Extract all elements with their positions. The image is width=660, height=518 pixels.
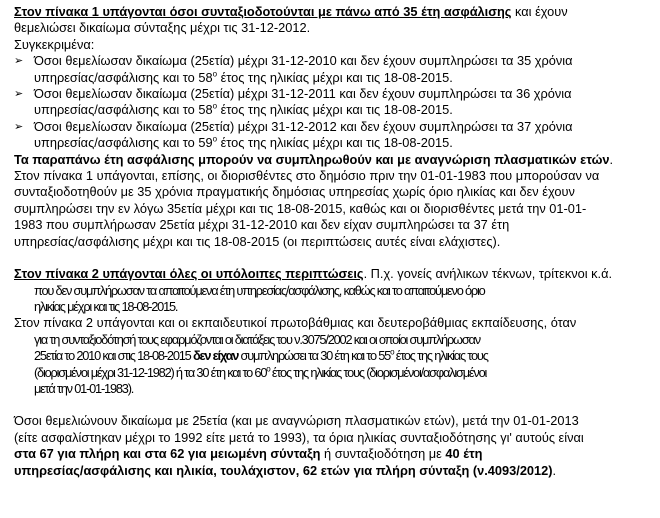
line: που δεν συμπλήρωσαν τα απαιτούμενα έτη υπηρεσίας/ασφάλισης, καθώς και το απαιτούμενο όριο: [34, 282, 485, 298]
superscript: ο: [212, 102, 218, 112]
paragraph-table-2: [14, 266, 646, 397]
text: έτος της ηλικίας μέχρι και τις 18-08-2015.: [217, 135, 453, 151]
line: [14, 4, 646, 20]
heading-table-1: Στον πίνακα 1 υπάγονται όσοι συνταξιοδοτούνται με πάνω από 35 έτη ασφάλισης: [14, 4, 512, 19]
text: έτος της ηλικίας τους (διορισμένοι/ασφαλισμένοι: [269, 364, 487, 380]
text: υπηρεσίας/ασφάλισης και το 58: [34, 69, 213, 85]
line: για τη συνταξιοδότησή τους εφαρμόζονται οι διατάξεις του ν.3075/2002 και οι οποίοι συμπλήρωσαν: [34, 331, 480, 347]
text: .: [552, 462, 557, 478]
arrow-bullet-icon: ➢: [14, 55, 24, 68]
line: μετά την 01-01-1983).: [34, 380, 134, 396]
line: (είτε ασφαλίστηκαν μέχρι το 1992 είτε μετά το 1993), τα όρια ηλικίας συνταξιοδότησης γι' αυτούς είναι: [14, 429, 584, 445]
line: συμπληρώσει την εν λόγω 35ετία μέχρι και τις 18-08-2015, καθώς και οι διορισθέντες μετά την 01-01-: [14, 200, 587, 216]
line: υπηρεσίας/ασφάλισης μέχρι και τις 18-08-2015 (οι περιπτώσεις αυτές είναι ελάχιστες).: [14, 233, 501, 249]
bold-statement: Τα παραπάνω έτη ασφάλισης μπορούν να συμπληρωθούν και με αναγνώριση πλασματικών ετών: [14, 151, 610, 167]
text: έτος της ηλικίας μέχρι και τις 18-08-2015.: [217, 69, 453, 85]
bullet-list: [14, 53, 646, 151]
list-item: [14, 119, 646, 152]
text: έτος της ηλικίας μέχρι και τις 18-08-2015.: [217, 102, 453, 118]
text: ή συνταξιοδότηση με: [320, 446, 446, 462]
bold-text: δεν είχαν: [192, 348, 239, 364]
line: [14, 266, 646, 282]
line: 1983 που συμπλήρωσαν 25ετία μέχρι 31-12-2010 και δεν είχαν συμπληρώσει τα 37 έτη: [14, 217, 510, 233]
text: 25ετία το 2010 και στις 18-08-2015: [34, 348, 193, 364]
superscript: ο: [212, 69, 218, 79]
bold-text: στα 67 για πλήρη και στα 62 για μειωμένη σύνταξη: [14, 446, 321, 462]
bold-text: υπηρεσίας/ασφάλισης και ηλικία, τουλάχιστον, 62 ετών για πλήρη σύνταξη (ν.4093/2012): [14, 462, 553, 478]
line: [14, 348, 646, 364]
paragraph-table-1: [14, 4, 646, 53]
heading-table-2: Στον πίνακα 2 υπάγονται όλες οι υπόλοιπες περιπτώσεις: [14, 266, 364, 282]
line: Όσοι θεμελίωσαν δικαίωμα (25ετία) μέχρι 31-12-2010 και δεν έχουν συμπληρώσει τα 35 χρόνια: [34, 53, 573, 69]
bold-text: 40 έτη: [445, 446, 483, 462]
text: συμπληρώσει τα 30 έτη και το 55: [238, 348, 391, 364]
paragraph-after-2013: [14, 413, 646, 479]
text: υπηρεσίας/ασφάλισης και το 59: [34, 135, 213, 151]
line: [14, 365, 646, 381]
line: Όσοι θεμελιώνουν δικαίωμα με 25ετία (και με αναγνώριση πλασματικών ετών), μετά την 01-01-2013: [14, 413, 579, 429]
line: [34, 102, 646, 118]
superscript: ο: [212, 134, 218, 144]
line: Στον πίνακα 2 υπάγονται και οι εκπαιδευτικοί πρωτοβάθμιας και δευτεροβάθμιας εκπαίδευσης, όταν: [14, 315, 577, 331]
line: [34, 135, 646, 151]
list-item: [14, 86, 646, 119]
line: Όσοι θεμελίωσαν δικαίωμα (25ετία) μέχρι 31-12-2012 και δεν έχουν συμπληρώσει τα 37 χρόνια: [34, 118, 573, 134]
arrow-bullet-icon: ➢: [14, 88, 24, 101]
line: [34, 70, 646, 86]
line: συνταξιοδοτηθούν με 35 χρόνια πραγματικής δημόσιας υπηρεσίας χωρίς όριο ηλικίας και δεν έχουν: [14, 184, 575, 200]
line: Όσοι θεμελίωσαν δικαίωμα (25ετία) μέχρι 31-12-2011 και δεν έχουν συμπληρώσει τα 36 χρόνια: [34, 86, 572, 102]
list-item: [14, 53, 646, 86]
text: έτος της ηλικίας τους: [393, 348, 488, 364]
superscript: ο: [390, 347, 394, 357]
text: υπηρεσίας/ασφάλισης και το 58: [34, 102, 213, 118]
arrow-bullet-icon: ➢: [14, 120, 24, 133]
text: (διορισμένοι μέχρι 31-12-1982) ή τα 30 έτη και το 60: [34, 364, 267, 380]
text: και έχουν: [511, 4, 568, 19]
line: θεμελιώσει δικαίωμα σύνταξης μέχρι τις 31-12-2012.: [14, 20, 311, 36]
line: [14, 463, 646, 479]
line: [14, 152, 646, 168]
superscript: ο: [266, 364, 270, 374]
line: Στον πίνακα 1 υπάγονται, επίσης, οι διορισθέντες στο δημόσιο πριν την 01-01-1983 που μπορούσαν να: [14, 168, 600, 184]
paragraph-fictional-years: [14, 152, 646, 250]
line: [14, 446, 646, 462]
line: Συγκεκριμένα:: [14, 36, 95, 52]
text: .: [609, 151, 614, 167]
text: . Π.χ. γονείς ανήλικων τέκνων, τρίτεκνοι κ.ά.: [363, 266, 613, 282]
line: ηλικίας μέχρι και τις 18-08-2015.: [34, 298, 178, 314]
